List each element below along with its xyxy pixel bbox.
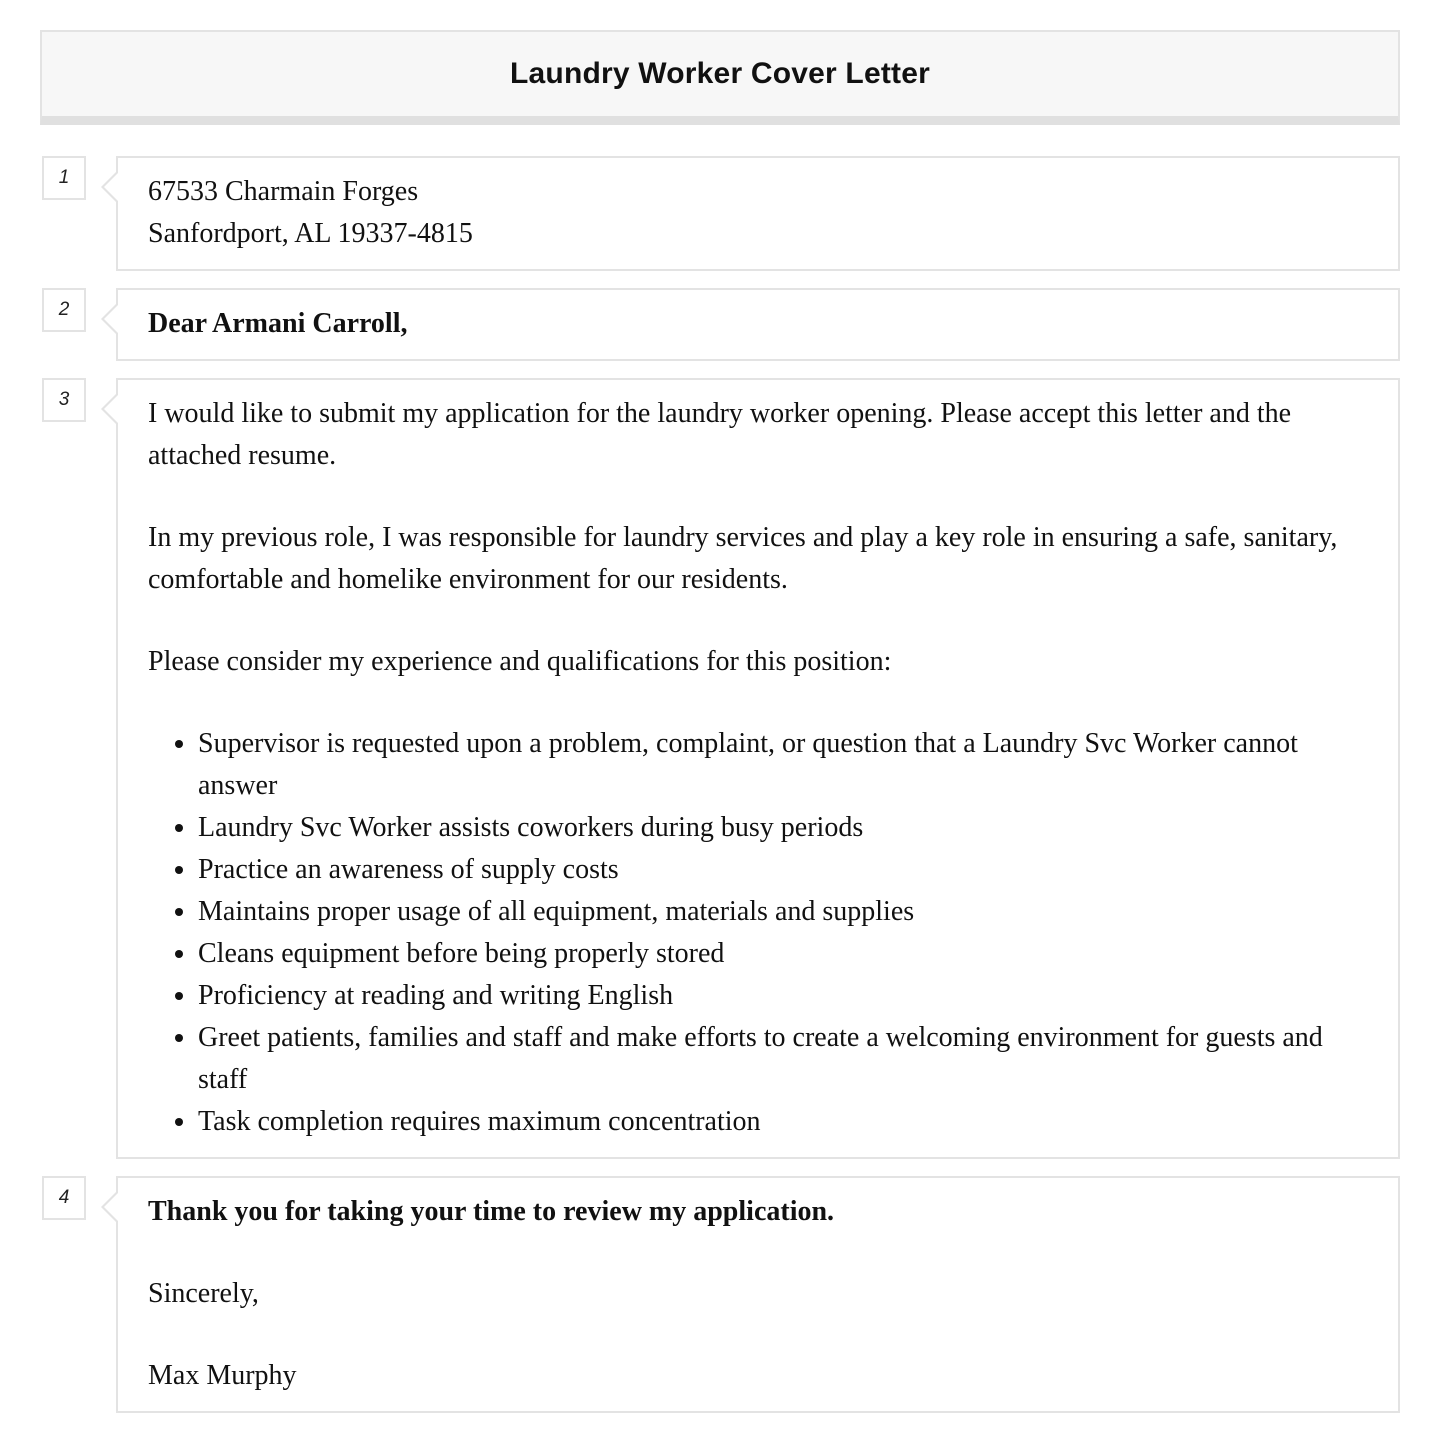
- closing-text: Thank you for taking your time to review my application.: [148, 1196, 835, 1227]
- list-item: • Maintains proper usage of all equipment, materials and supplies: [198, 891, 1368, 933]
- signoff-text: Sincerely,: [148, 1278, 259, 1309]
- closing-block: [116, 1176, 1400, 1413]
- pointer-arrow: [101, 302, 118, 336]
- page-title: Laundry Worker Cover Letter: [510, 57, 930, 90]
- page-header: [40, 30, 1400, 125]
- section-number: 2: [42, 288, 86, 332]
- qualifications-list: [148, 723, 1368, 1143]
- list-item: • Task completion requires maximum concentration: [198, 1101, 1368, 1143]
- pointer-arrow: [101, 392, 118, 426]
- experience-paragraph: In my previous role, I was responsible for laundry services and play a key role in ensuring a safe, sanitary, comfortable and homelike environment for our residents.: [148, 522, 1338, 595]
- list-item: • Greet patients, families and staff and make efforts to create a welcoming environment for guests and staff: [198, 1017, 1368, 1101]
- address-line-2: Sanfordport, AL 19337-4815: [148, 218, 473, 249]
- signer-name: Max Murphy: [148, 1360, 297, 1391]
- intro-paragraph: I would like to submit my application for the laundry worker opening. Please accept this letter and the attached resume.: [148, 398, 1292, 471]
- list-item: • Practice an awareness of supply costs: [198, 849, 1368, 891]
- list-item: • Laundry Svc Worker assists coworkers during busy periods: [198, 807, 1368, 849]
- section-number: 3: [42, 378, 86, 422]
- qualifications-intro: Please consider my experience and qualifications for this position:: [148, 646, 892, 677]
- section-number: 4: [42, 1176, 86, 1220]
- list-item: • Proficiency at reading and writing English: [198, 975, 1368, 1017]
- greeting-text: Dear Armani Carroll,: [148, 308, 408, 339]
- greeting-block: [116, 288, 1400, 361]
- body-block: [116, 378, 1400, 1159]
- list-item: • Supervisor is requested upon a problem, complaint, or question that a Laundry Svc Worker cannot answer: [198, 723, 1368, 807]
- section-number: 1: [42, 156, 86, 200]
- address-block: [116, 156, 1400, 271]
- address-line-1: 67533 Charmain Forges: [148, 176, 419, 207]
- pointer-arrow: [101, 170, 118, 204]
- list-item: • Cleans equipment before being properly stored: [198, 933, 1368, 975]
- pointer-arrow: [101, 1190, 118, 1224]
